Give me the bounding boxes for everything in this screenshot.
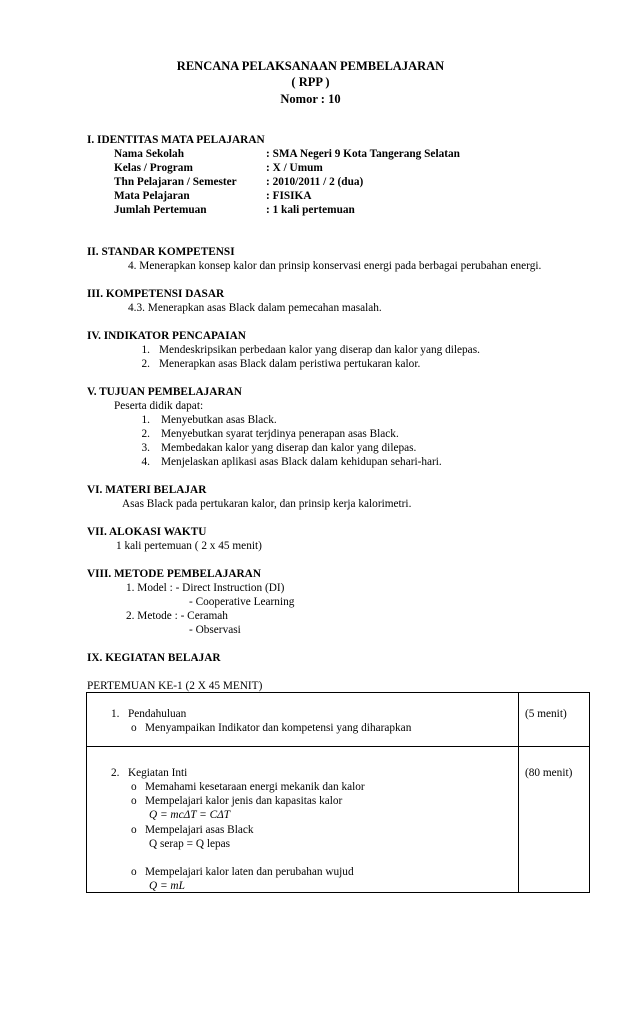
tujuan-intro: Peserta didik dapat: — [114, 400, 204, 412]
activity-title-text: Kegiatan Inti — [127, 767, 188, 779]
formula: Q = mcΔT = CΔT — [149, 809, 231, 821]
list-item: Membedakan kalor yang diserap dan kalor yang dilepas. — [161, 442, 417, 454]
list-item-text: Memahami kesetaraan energi mekanik dan kalor — [145, 781, 365, 793]
metode-line: 2. Metode : - Ceramah — [126, 610, 228, 622]
section-heading-tujuan: V. TUJUAN PEMBELAJARAN — [87, 386, 242, 398]
document-subtitle: ( RPP ) — [291, 75, 330, 89]
document-title: RENCANA PELAKSANAAN PEMBELAJARAN — [176, 59, 445, 73]
identitas-label: Nama Sekolah — [114, 148, 184, 160]
activity-title — [111, 707, 186, 721]
table-row — [87, 747, 590, 893]
activity-title-text: Pendahuluan — [127, 708, 187, 720]
time-cell — [519, 747, 590, 893]
list-item-text: Mempelajari asas Black — [145, 824, 254, 836]
activity-title — [111, 766, 187, 780]
list-number: 2. — [141, 358, 150, 370]
identitas-label: Thn Pelajaran / Semester — [114, 176, 237, 188]
list-item: Menyebutkan syarat terjdinya penerapan asas Black. — [161, 428, 399, 440]
identitas-value: : 1 kali pertemuan — [266, 204, 355, 216]
section-heading-indikator: IV. INDIKATOR PENCAPAIAN — [87, 330, 246, 342]
bullet-icon: o — [131, 795, 137, 807]
standar-item: 4. Menerapkan konsep kalor dan prinsip konservasi energi pada berbagai perubahan energi. — [128, 260, 542, 272]
formula: Q serap = Q lepas — [149, 838, 231, 850]
list-item — [131, 721, 411, 735]
list-number: 2. — [111, 767, 120, 779]
list-item-text: Mempelajari kalor jenis dan kapasitas kalor — [145, 795, 343, 807]
list-number: 1. — [111, 708, 120, 720]
list-item: Menyebutkan asas Black. — [161, 414, 277, 426]
list-item — [131, 823, 254, 837]
section-heading-kompetensi: III. KOMPETENSI DASAR — [87, 288, 225, 300]
activity-table — [86, 692, 590, 893]
section-heading-metode: VIII. METODE PEMBELAJARAN — [87, 568, 261, 580]
section-heading-kegiatan: IX. KEGIATAN BELAJAR — [87, 652, 221, 664]
list-number: 3. — [141, 442, 150, 454]
materi-text: Asas Black pada pertukaran kalor, dan prinsip kerja kalorimetri. — [122, 498, 412, 510]
bullet-icon: o — [131, 824, 137, 836]
time-label: (80 menit) — [525, 767, 573, 779]
activity-cell — [87, 693, 519, 747]
list-number: 2. — [141, 428, 150, 440]
identitas-value: : X / Umum — [266, 162, 323, 174]
bullet-icon: o — [131, 781, 137, 793]
list-item-text: Menyampaikan Indikator dan kompetensi yang diharapkan — [145, 722, 412, 734]
table-row — [87, 693, 590, 747]
time-cell — [519, 693, 590, 747]
identitas-value: : SMA Negeri 9 Kota Tangerang Selatan — [266, 148, 460, 160]
list-item: Menerapkan asas Black dalam peristiwa pertukaran kalor. — [159, 358, 421, 370]
document-number: Nomor : 10 — [280, 92, 341, 106]
kompetensi-item: 4.3. Menerapkan asas Black dalam pemecahan masalah. — [128, 302, 382, 314]
alokasi-text: 1 kali pertemuan ( 2 x 45 menit) — [116, 540, 262, 552]
time-label: (5 menit) — [525, 708, 567, 720]
list-number: 1. — [141, 414, 150, 426]
list-number: 4. — [141, 456, 150, 468]
identitas-label: Mata Pelajaran — [114, 190, 190, 202]
metode-line: - Observasi — [189, 624, 241, 636]
section-heading-materi: VI. MATERI BELAJAR — [87, 484, 207, 496]
activity-cell — [87, 747, 519, 893]
identitas-value: : 2010/2011 / 2 (dua) — [266, 176, 364, 188]
meeting-label: PERTEMUAN KE-1 (2 X 45 MENIT) — [87, 680, 263, 692]
formula: Q = mL — [149, 880, 185, 892]
identitas-label: Jumlah Pertemuan — [114, 204, 207, 216]
list-item: Menjelaskan aplikasi asas Black dalam kehidupan sehari-hari. — [161, 456, 442, 468]
list-number: 1. — [141, 344, 150, 356]
list-item — [131, 780, 365, 794]
list-item-text: Mempelajari kalor laten dan perubahan wujud — [145, 866, 354, 878]
bullet-icon: o — [131, 866, 137, 878]
bullet-icon: o — [131, 722, 137, 734]
list-item: Mendeskripsikan perbedaan kalor yang diserap dan kalor yang dilepas. — [159, 344, 480, 356]
list-item — [131, 865, 354, 879]
section-heading-identitas: I. IDENTITAS MATA PELAJARAN — [87, 134, 265, 146]
metode-line: 1. Model : - Direct Instruction (DI) — [126, 582, 285, 594]
metode-line: - Cooperative Learning — [189, 596, 295, 608]
identitas-value: : FISIKA — [266, 190, 312, 202]
list-item — [131, 794, 342, 808]
section-heading-standar: II. STANDAR KOMPETENSI — [87, 246, 235, 258]
identitas-label: Kelas / Program — [114, 162, 193, 174]
section-heading-alokasi: VII. ALOKASI WAKTU — [87, 526, 207, 538]
